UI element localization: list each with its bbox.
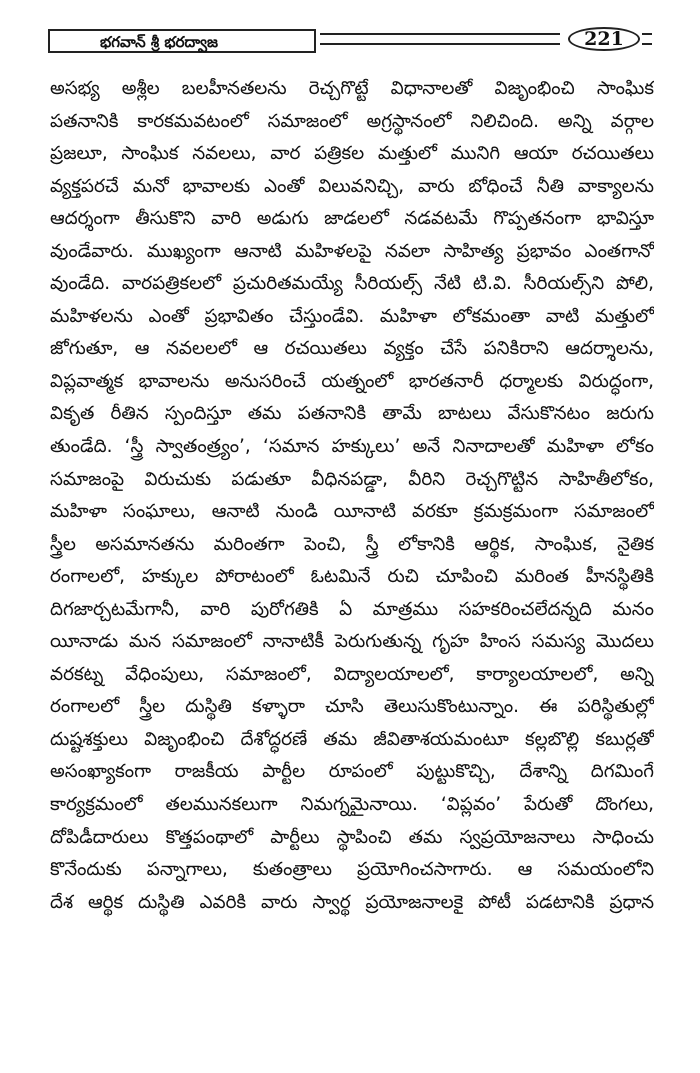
text-line: వ్యక్తపరచే మనో భావాలకు ఎంతో విలువనిచ్చి, వారు బోధించే నీతి వాక్యాలను xyxy=(50,175,654,197)
text-line: దిగజార్చటమేగానీ, వారి పురోగతికి ఏ మాత్రము సహకరించలేదన్నది మనం xyxy=(50,598,654,620)
text-line: కొనేందుకు పన్నాగాలు, కుతంత్రాలు ప్రయోగించసాగారు. ఆ సమయంలోని xyxy=(50,859,654,881)
page-number-area xyxy=(560,27,652,53)
header-double-rule xyxy=(320,33,560,45)
text-line: తుండేది. ‘స్త్రీ స్వాతంత్ర్యం’, ‘సమాన హక్కులు’ అనే నినాదాలతో మహిళా లోకం xyxy=(50,436,654,458)
text-line: పతనానికి కారకమవటంలో సమాజంలో అగ్రస్థానంలో నిలిచింది. అన్ని వర్గాల xyxy=(50,110,654,132)
text-line: వుండేది. వారపత్రికలలో ప్రచురితమయ్యే సీరియల్స్ నేటి టి.వి. సీరియల్స్‌ని పోలి, xyxy=(50,273,654,295)
page-header xyxy=(48,27,652,57)
text-line: దోపిడీదారులు కొత్తపంథాలో పార్టీలు స్థాపించి తమ స్వప్రయోజనాలు సాధించు xyxy=(50,826,654,848)
text-line: వరకట్న వేధింపులు, సమాజంలో, విద్యాలయాలలో, కార్యాలయాలలో, అన్ని xyxy=(50,663,654,685)
body-text xyxy=(50,73,654,919)
text-line: యీనాడు మన సమాజంలో నానాటికీ పెరుగుతున్న గృహ హింస సమస్య మొదలు xyxy=(50,631,654,653)
text-line: దుష్టశక్తులు విజృంభించి దేశోద్ధరణే తమ జీవితాశయమంటూ కల్లబొల్లి కబుర్లతో xyxy=(50,728,654,750)
text-line: రంగాలలో, హక్కుల పోరాటంలో ఓటమినే రుచి చూపించి మరింత హీనస్థితికి xyxy=(50,566,654,588)
page-number: 221 xyxy=(568,27,640,51)
text-line: వికృత రీతిన స్పందిస్తూ తమ పతనానికి తామే బాటలు వేసుకొనటం జరుగు xyxy=(50,403,654,425)
text-line: రంగాలలో స్త్రీల దుస్థితి కళ్ళారా చూసి తెలుసుకొంటున్నాం. ఈ పరిస్థితుల్లో xyxy=(50,696,654,718)
text-line: విప్లవాత్మక భావాలను అనుసరించే యత్నంలో భారతనారీ ధర్మాలకు విరుద్ధంగా, xyxy=(50,370,654,392)
header-rule-end xyxy=(642,33,652,45)
text-line: అసంఖ్యాకంగా రాజకీయ పార్టీల రూపంలో పుట్టుకొచ్చి, దేశాన్ని దిగమింగే xyxy=(50,761,654,783)
text-line: దేశ ఆర్థిక దుస్థితి ఎవరికి వారు స్వార్థ ప్రయోజనాలకై పోటీ పడటానికి ప్రధాన xyxy=(50,891,654,913)
text-line: సమాజంపై విరుచుకు పడుతూ వీధినపడ్డా, వీరిని రెచ్చగొట్టిన సాహితీలోకం, xyxy=(50,468,654,490)
running-title-box xyxy=(48,29,316,53)
text-line: అసభ్య అశ్లీల బలహీనతలను రెచ్చగొట్టే విధానాలతో విజృంభించి సాంఘిక xyxy=(50,78,654,99)
text-line: ప్రజలూ, సాంఘిక నవలలు, వార పత్రికల మత్తులో మునిగి ఆయా రచయితలు xyxy=(50,143,654,165)
text-line: వుండేవారు. ముఖ్యంగా ఆనాటి మహిళలపై నవలా సాహిత్య ప్రభావం ఎంతగానో xyxy=(50,240,654,262)
text-line: ఆదర్శంగా తీసుకొని వారి అడుగు జాడలలో నడవటమే గొప్పతనంగా భావిస్తూ xyxy=(50,208,654,230)
running-title: భగవాన్ శ్రీ భరద్వాజ xyxy=(100,33,218,51)
text-line: స్త్రీల అసమానతను మరింతగా పెంచి, స్త్రీ లోకానికి ఆర్థిక, సాంఘిక, నైతిక xyxy=(50,533,654,555)
text-line: జోగుతూ, ఆ నవలలలో ఆ రచయితలు వ్యక్తం చేసే పనికిరాని ఆదర్శాలను, xyxy=(50,338,654,360)
text-line: మహిళలను ఎంతో ప్రభావితం చేస్తుండేవి. మహిళా లోకమంతా వాటి మత్తులో xyxy=(50,305,654,327)
text-line: మహిళా సంఘాలు, ఆనాటి నుండి యీనాటి వరకూ క్రమక్రమంగా సమాజంలో xyxy=(50,501,654,523)
text-line: కార్యక్రమంలో తలమునకలుగా నిమగ్నమైనాయి. ‘విప్లవం’ పేరుతో దొంగలు, xyxy=(50,794,654,816)
